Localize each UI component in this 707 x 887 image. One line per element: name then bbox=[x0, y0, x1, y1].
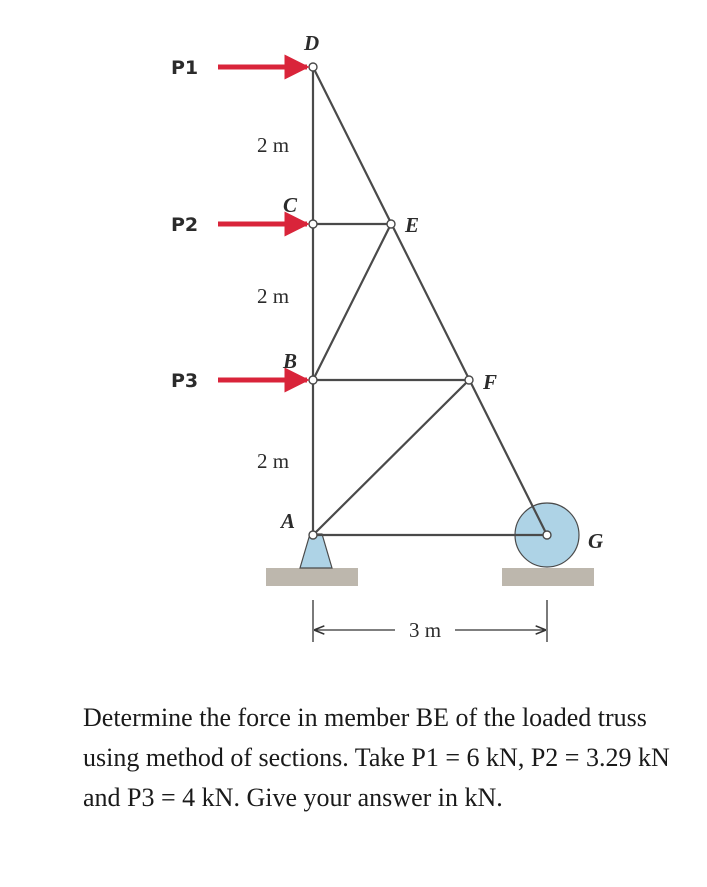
joint-f bbox=[465, 376, 473, 384]
pin-support-a bbox=[300, 534, 332, 568]
joint-label-f: F bbox=[483, 370, 498, 394]
joint-a bbox=[309, 531, 317, 539]
joint-label-g: G bbox=[588, 529, 604, 553]
joint-g bbox=[543, 531, 551, 539]
member-dg bbox=[313, 67, 547, 535]
dimension-label-cb: 2 m bbox=[257, 284, 290, 308]
joint-b bbox=[309, 376, 317, 384]
load-label-p3: P3 bbox=[171, 370, 199, 392]
ground-left bbox=[266, 568, 358, 586]
ground-right bbox=[502, 568, 594, 586]
problem-statement: Determine the force in member BE of the loaded truss using method of sections. Take P1 = 6 kN, P2 = 3.29 kN and P3 = 4 kN. Give your answer in kN. bbox=[83, 703, 670, 812]
load-label-p1: P1 bbox=[171, 57, 199, 79]
joint-label-b: B bbox=[283, 349, 298, 373]
member-be bbox=[313, 224, 391, 380]
joint-label-d: D bbox=[304, 31, 320, 55]
joint-label-e: E bbox=[405, 213, 420, 237]
joint-c bbox=[309, 220, 317, 228]
joint-d bbox=[309, 63, 317, 71]
load-label-p2: P2 bbox=[171, 214, 199, 236]
dimension-label-ba: 2 m bbox=[257, 449, 290, 473]
joint-label-a: A bbox=[281, 509, 296, 533]
member-af bbox=[313, 380, 469, 535]
dimension-label-ag: 3 m bbox=[408, 618, 442, 642]
dimension-label-dc: 2 m bbox=[257, 133, 290, 157]
joint-label-c: C bbox=[283, 193, 298, 217]
joint-e bbox=[387, 220, 395, 228]
